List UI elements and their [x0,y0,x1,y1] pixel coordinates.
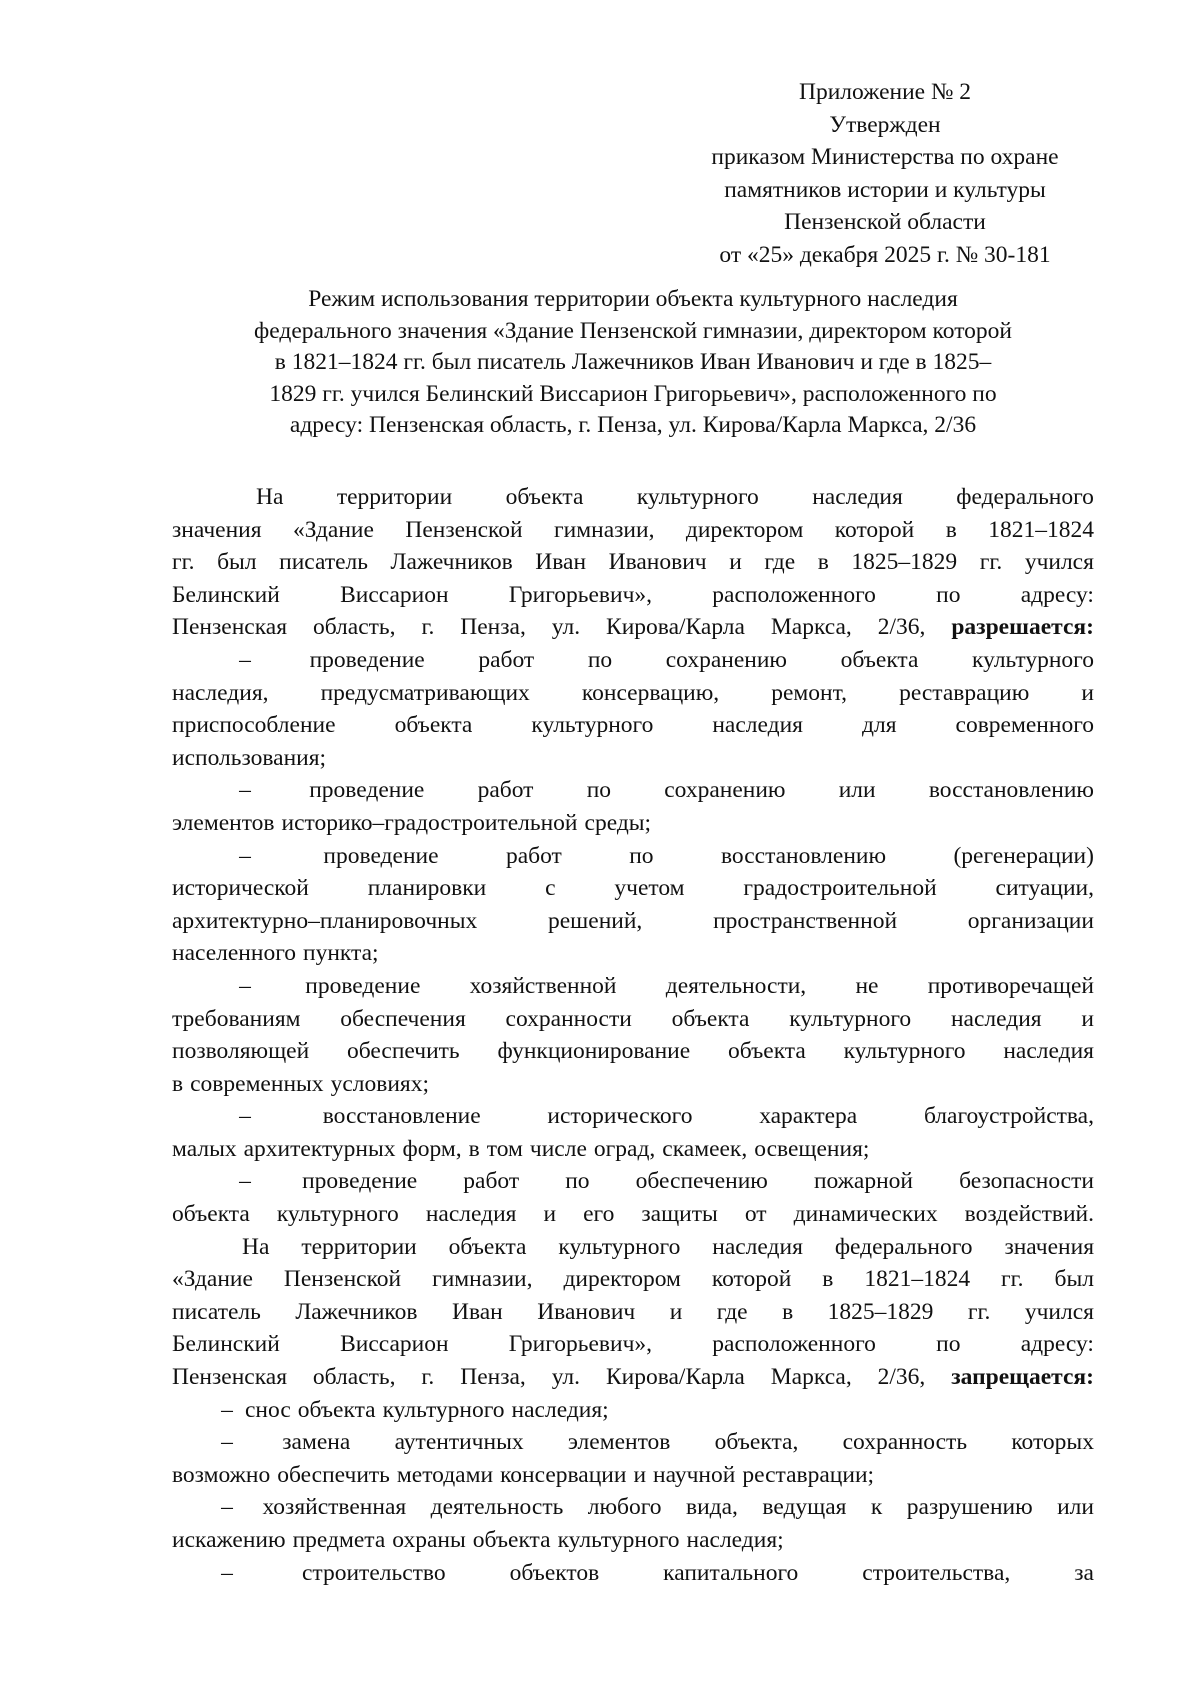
word: обеспечения [340,1005,466,1032]
word: объекта [394,712,473,739]
word: наследия [712,712,803,739]
word: работ [477,777,534,804]
body-line [172,970,1094,1003]
word: наследия; [511,1396,609,1423]
word: 1825–1829 [851,549,958,576]
word: историко–градостроительной [281,809,578,836]
title-line: федерального значения «Здание Пензенской гимназии, директором которой [254,317,1012,344]
word: планировки [367,875,487,902]
word: сохранности [505,1005,632,1032]
body-line [172,1459,1094,1492]
word: Иван [451,1298,503,1325]
word: любого [587,1494,662,1521]
word: и [729,549,742,576]
title-line: Режим использования территории объекта культурного наследия [308,286,958,312]
word: Лажечников [295,1298,418,1325]
word: научной [653,1461,736,1488]
word: и [1081,1005,1094,1032]
word: элементов [567,1429,671,1456]
word: реставрацию [899,679,1030,706]
word: г. [421,1364,435,1391]
document-title [168,284,1098,442]
word: проведение [302,1168,418,1195]
word: ул. [551,1364,581,1391]
word: культурного [382,1396,505,1423]
word: наследия [950,1005,1042,1032]
list-dash: – [221,1494,233,1521]
word: Иван [535,549,587,576]
word: гг. [172,549,195,576]
body-line [172,742,1094,775]
word: гг. [967,1298,991,1325]
word: и [543,1201,557,1228]
word: директором [563,1266,681,1293]
word: с [545,875,556,902]
word: гимназии, [432,1266,533,1293]
word: культурного [636,484,759,510]
bold-keyword: запрещается: [951,1364,1094,1391]
word: был [217,549,257,576]
word: где [716,1298,748,1325]
body-line [172,481,1094,514]
approval-block [690,76,1080,272]
body-line [172,905,1094,938]
word: сохранению [664,777,786,804]
word: в [817,549,829,576]
word: проведение [309,777,425,804]
word: Иванович [537,1298,636,1325]
word: адресу: [1020,581,1094,608]
word: Пензенская [172,1364,287,1391]
word: малых [172,1135,237,1162]
word: расположенного [712,581,876,608]
word: деятельность [430,1494,564,1521]
word: Пензенская [172,614,287,641]
word: архитектурных [243,1135,396,1162]
body-line [172,677,1094,710]
word: условиях; [330,1070,429,1097]
word: воздействий. [964,1201,1094,1228]
word: территории [336,484,453,510]
title-line: 1829 гг. учился Белинский Виссарион Григорьевич», расположенного по [269,380,997,407]
word: по [936,1331,961,1358]
word: в [782,1298,794,1325]
word: безопасности [959,1168,1094,1195]
word: капитального [663,1559,799,1586]
word: объекта [472,1527,551,1553]
body-line [172,579,1094,612]
word: форм, [402,1135,462,1162]
word: позволяющей [172,1038,310,1065]
word: возможно [172,1461,271,1488]
body-line [172,807,1094,840]
word: не [855,972,879,999]
word: и [669,1298,683,1325]
body-line [172,709,1094,742]
word: решений, [548,907,643,934]
word: расположенного [712,1331,876,1358]
word: или [1057,1494,1094,1521]
word: значения [172,516,262,543]
word: учился [1024,549,1094,576]
word: по [587,646,613,673]
word: по [586,777,612,804]
word: работ [505,842,562,869]
word: Виссарион [340,1331,449,1358]
word: наследия [425,1201,517,1228]
word: Маркса, [770,614,852,641]
approval-line: Утвержден [829,111,941,138]
word: требованиям [172,1005,301,1032]
word: обеспечить [277,1461,390,1488]
word: адресу: [1020,1331,1094,1358]
body-line [172,1165,1094,1198]
word: методами [396,1461,494,1488]
word: Белинский [172,1331,280,1358]
word: числе [529,1135,587,1162]
word: Григорьевич», [508,1331,653,1358]
list-dash: – [221,1429,233,1456]
body-line [172,514,1094,547]
word: по [565,1168,590,1195]
bold-keyword: разрешается: [951,614,1094,641]
word: объекта [448,1233,527,1260]
word: снос [245,1396,291,1423]
word: территории [301,1233,417,1260]
word: работ [463,1168,520,1195]
word: Белинский [172,581,280,608]
word: Пенза, [460,1364,526,1391]
body-line [172,840,1094,873]
body-line [172,1524,1094,1557]
word: Виссарион [340,581,449,608]
word: для [862,712,897,739]
word: в [468,1135,480,1162]
word: проведение [323,842,439,869]
word: культурного [843,1038,966,1065]
word: от [744,1201,767,1228]
body-line [172,1296,1094,1329]
word: область, [312,614,396,641]
word: Пенза, [460,614,526,641]
word: исторической [172,875,309,902]
word: искажению [172,1527,286,1553]
word: наследия, [172,679,269,706]
body-line [172,1035,1094,1068]
word: к [870,1494,883,1521]
approval-line: Приложение № 2 [798,79,972,105]
body-line [172,1263,1094,1296]
body-line [172,1231,1094,1264]
body-line [172,872,1094,905]
word: объекта [297,1396,376,1423]
word: благоустройства, [923,1103,1094,1130]
word: замена [282,1429,351,1456]
word: наследия [812,484,903,510]
word: На [242,1233,270,1260]
word: объекта [172,1201,250,1228]
word: которой [834,516,915,543]
word: защиты [641,1201,718,1228]
word: ул. [551,614,581,641]
word: восстановлению [720,842,887,869]
word: работ [478,646,535,673]
word: в [172,1070,184,1097]
word: современных [190,1070,324,1097]
word: том [486,1135,523,1162]
word: динамических [793,1201,938,1228]
word: 1821–1824 [864,1266,971,1293]
word: архитектурно–планировочных [172,907,478,934]
word: использования; [172,744,327,771]
word: характера [759,1103,858,1130]
word: хозяйственная [262,1494,407,1521]
word: гг. [979,549,1003,576]
word: организации [967,907,1094,934]
word: реставрации; [742,1461,875,1488]
word: противоречащей [927,972,1094,999]
word: Иванович [608,549,707,576]
word: проведение [305,972,421,999]
approval-line: памятников истории и культуры [724,176,1046,203]
word: и [633,1461,647,1488]
word: скамеек, [662,1135,748,1162]
word: значения [1004,1233,1094,1260]
word: или [838,777,876,804]
word: по [629,842,654,869]
word: и [1081,679,1094,706]
word: На [256,484,284,510]
word: культурного [531,712,654,739]
word: сохранению [665,646,787,673]
body-line [172,1491,1094,1524]
word: сохранность [842,1429,968,1456]
word: его [583,1201,615,1228]
body-line [172,1426,1094,1459]
body-line [172,1198,1094,1231]
word: ремонт, [771,679,848,706]
word: освещения; [754,1135,870,1162]
body-line [172,1100,1094,1133]
list-dash: – [239,972,251,999]
word: пространственной [713,907,898,934]
word: где [764,549,796,576]
word: федерального [956,484,1094,510]
body-line [172,1361,1094,1394]
word: по [936,581,961,608]
word: пожарной [813,1168,913,1195]
body-line [172,1068,1094,1101]
body-line [172,1328,1094,1361]
word: восстановление [322,1103,481,1130]
word: г. [421,614,435,641]
word: современного [955,712,1094,739]
approval-line: от «25» декабря 2025 г. № 30-181 [719,241,1051,268]
body-line [172,1557,1094,1590]
word: «Здание [293,516,374,543]
word: исторического [547,1103,693,1130]
word: за [1074,1559,1094,1586]
body-line [172,1133,1094,1166]
word: «Здание [172,1266,253,1293]
word: 2/36, [877,614,926,641]
word: аутентичных [394,1429,524,1456]
approval-line: Пензенской области [784,209,986,236]
word: гг. [1001,1266,1024,1293]
body-line [172,644,1094,677]
list-dash: – [239,1168,251,1195]
word: культурного [972,646,1094,673]
body-line [172,1394,1094,1427]
word: которой [711,1266,792,1293]
word: учился [1024,1298,1094,1325]
approval-line: приказом Министерства по охране [711,144,1059,171]
word: 1825–1829 [827,1298,934,1325]
word: наследия; [686,1527,784,1553]
word: объекта [671,1005,750,1032]
word: охраны [392,1527,466,1553]
word: Пензенской [283,1266,402,1293]
title-line: адресу: Пензенская область, г. Пенза, ул. Кирова/Карла Маркса, 2/36 [289,412,977,439]
word: писатель [172,1298,261,1325]
list-dash: – [239,1103,251,1130]
word: культурного [276,1201,399,1228]
word: область, [312,1364,396,1391]
word: Пензенской [405,516,523,543]
document-body [172,481,1094,1589]
word: проведение [309,646,425,673]
body-line [172,546,1094,579]
word: федерального [834,1233,973,1260]
word: объекта [505,484,584,510]
word: населенного [172,940,297,967]
word: Кирова/Карла [605,1364,745,1391]
word: учетом [614,875,685,902]
word: приспособление [172,712,336,739]
word: объекта [840,646,919,673]
word: обеспечению [635,1168,768,1195]
word: деятельности, [665,972,807,999]
word: ведущая [762,1494,847,1521]
list-dash: – [221,1396,233,1423]
word: обеспечить [346,1038,460,1065]
word: вида, [685,1494,738,1521]
body-line [172,937,1094,970]
word: функционирование [497,1038,691,1065]
word: наследия [712,1233,803,1260]
word: которых [1011,1429,1094,1456]
word: градостроительной [743,875,937,902]
word: в [945,516,957,543]
word: культурного [789,1005,912,1032]
word: Григорьевич», [508,581,653,608]
word: ситуации, [995,875,1094,902]
word: директором [685,516,804,543]
word: 1821–1824 [988,516,1094,543]
word: пункта; [303,940,379,967]
word: гимназии, [554,516,655,543]
word: оград, [593,1135,656,1162]
word: в [822,1266,834,1293]
word: культурного [558,1233,681,1260]
word: предусматривающих [320,679,530,706]
title-line: в 1821–1824 гг. был писатель Лажечников Иван Иванович и где в 1825– [274,349,992,376]
word: консервацию, [581,679,720,706]
word: объекта [727,1038,806,1065]
word: объектов [509,1559,600,1586]
list-dash: – [221,1559,233,1586]
word: наследия [1003,1038,1094,1065]
body-line [172,611,1094,644]
word: культурного [557,1527,680,1553]
word: Кирова/Карла [606,614,745,641]
word: писатель [279,549,368,576]
list-dash: – [239,842,251,869]
word: среды; [584,809,652,836]
word: Маркса, [770,1364,852,1391]
word: (регенерации) [953,842,1094,869]
word: хозяйственной [469,972,617,999]
word: строительства, [862,1559,1011,1586]
word: восстановлению [928,777,1094,804]
word: 2/36, [877,1364,926,1391]
word: объекта, [714,1429,799,1456]
body-line [172,774,1094,807]
list-dash: – [239,646,251,673]
word: предмета [292,1527,386,1553]
body-line [172,1003,1094,1036]
word: разрушению [906,1494,1033,1521]
word: Лажечников [390,549,513,576]
word: консервации [500,1461,627,1488]
word: элементов [172,809,275,836]
word: строительство [301,1559,446,1586]
list-dash: – [239,777,251,804]
word: был [1054,1266,1094,1293]
